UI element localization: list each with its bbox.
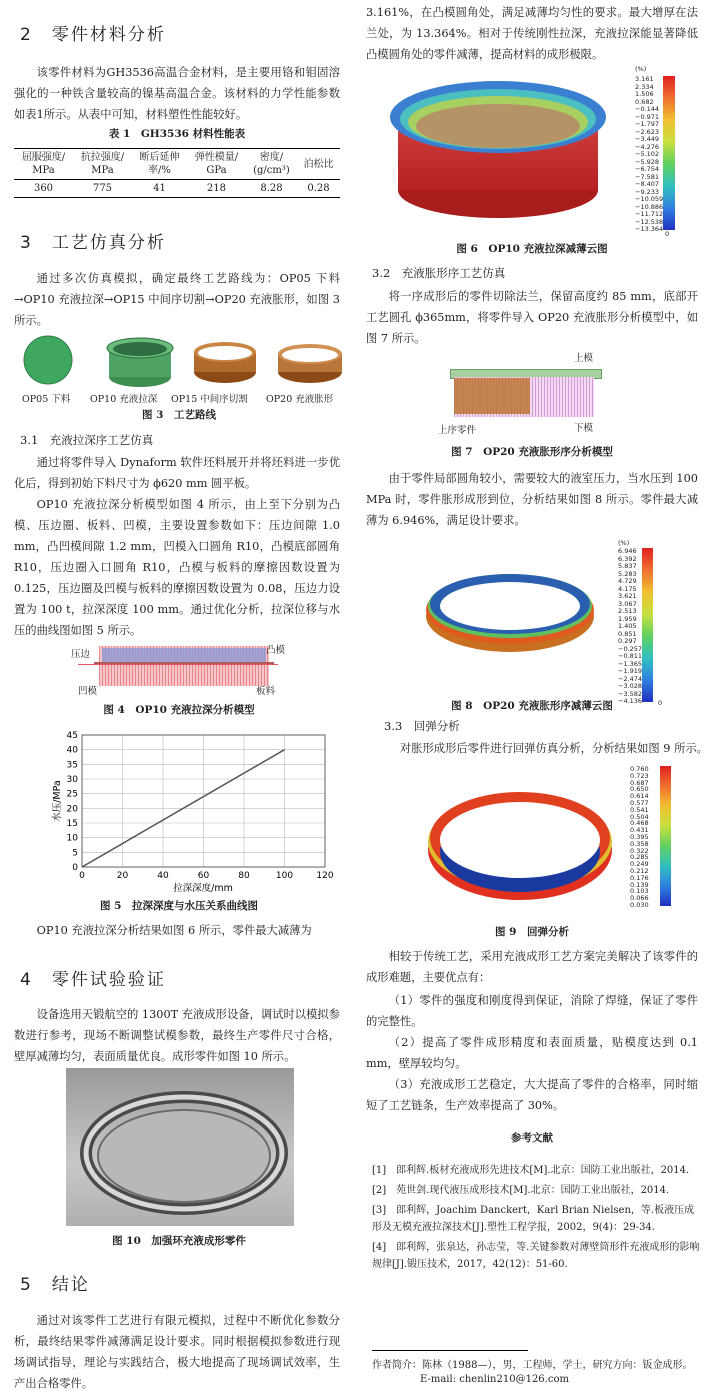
fig8-colorbar-label: 0.851: [618, 629, 637, 638]
chart-y-tick-label: 25: [66, 789, 78, 800]
fig9-colorbar: [630, 766, 700, 916]
fig6-colorbar-label: 0.682: [635, 97, 654, 106]
table-header-line: 断后延伸: [139, 152, 180, 163]
section-3-2-paragraph-2: 由于零件局部圆角较小，需要较大的液室压力，当水压到 100 MPa 时，零件胀形成形到位，分析结果如图 8 所示。零件最大减薄为 6.946%，满足设计要求。: [366, 472, 698, 527]
chart-y-tick-label: 15: [66, 819, 78, 829]
fig6-colorbar-label: −8.407: [635, 180, 660, 188]
chart-y-tick-label: 30: [66, 775, 78, 785]
table-1-caption: 表 1 GH3536 材料性能表: [108, 128, 246, 140]
table-header-3: [187, 149, 246, 180]
fig9-colorbar-label: 0.176: [630, 873, 649, 882]
fig8-colorbar-label: 3.067: [618, 599, 637, 608]
fig8-colorbar-label: −1.365: [618, 659, 643, 668]
chart-y-axis-label: 水压/MPa: [52, 780, 63, 822]
chart-x-tick-label: 120: [316, 871, 334, 881]
fig9-colorbar-label: 0.030: [630, 901, 649, 909]
bulge-thinning-contour: [420, 560, 600, 660]
chart-x-axis-label: 拉深深度/mm: [173, 883, 233, 894]
section-3-1-heading: 3.1 充液拉深序工艺仿真: [20, 433, 154, 447]
fig8-colorbar-label: −0.257: [618, 644, 643, 653]
fig6-colorbar-label: −11.712: [635, 210, 664, 218]
route-label-op10: OP10 充液拉深: [90, 394, 158, 405]
fig6-colorbar-label: −1.797: [635, 120, 660, 128]
fig9-colorbar-label: 0.066: [630, 894, 649, 903]
blank-disc-icon: [24, 336, 72, 384]
table-header-1: [73, 149, 132, 180]
section-5-paragraph: 通过对该零件工艺进行有限元模拟，过程中不断优化参数分析，最终结果零件减薄满足设计要求。同时根据模拟参数进行现场调试指导，理论与实践结合，极大地提高了现场调试效率，生产出合格零件。: [14, 1314, 340, 1390]
footnote-rule: [372, 1350, 528, 1351]
fig6-colorbar-label: −5.102: [635, 150, 660, 158]
fig8-colorbar-label: −0.811: [618, 652, 643, 660]
section-3-heading: 3 工艺仿真分析: [20, 233, 166, 253]
table-header-5: [297, 149, 340, 180]
fig6-colorbar-label: −0.971: [635, 112, 660, 121]
bulge-model-figure: [366, 348, 698, 438]
chart-y-tick-label: 20: [66, 804, 78, 815]
process-route-figure: [14, 332, 344, 392]
table-cell-2: 41: [153, 183, 166, 194]
route-label-op15: OP15 中间序切割: [171, 394, 248, 405]
chart-y-tick-label: 45: [66, 731, 78, 741]
summary-paragraph: 相较于传统工艺，采用充液成形工艺方案完美解决了该零件的成形难题，主要优点有：: [366, 950, 698, 984]
route-label-op20: OP20 充液胀形: [266, 394, 334, 405]
fig9-colorbar-label: 0.468: [630, 819, 649, 828]
chart-y-tick-label: 35: [66, 760, 78, 771]
table-header-line: 密度/: [259, 152, 284, 163]
label-binder: 压边: [71, 649, 91, 660]
table-cell-4: 8.28: [260, 183, 283, 194]
fig6-colorbar-label: −7.581: [635, 172, 660, 181]
fig9-colorbar-label: 0.650: [630, 785, 649, 794]
fig8-colorbar-label: −1.919: [618, 667, 643, 675]
figure-4-caption: 图 4 OP10 充液拉深分析模型: [103, 704, 255, 716]
fig8-colorbar-unit: (%): [618, 539, 630, 547]
fig8-colorbar-label: 1.405: [618, 622, 637, 630]
fig9-colorbar-label: 0.249: [630, 860, 649, 869]
figure-5-caption: 图 5 拉深深度与水压关系曲线图: [100, 900, 258, 912]
punch: [102, 648, 266, 662]
label-lower-die: 下模: [574, 423, 594, 434]
label-upper-die: 上模: [574, 353, 594, 364]
reference-item: [1] 郎利辉.板材充液成形先进技术[M].北京：国防工业出版社，2014.: [372, 1165, 690, 1176]
fig8-colorbar-label: 1.959: [618, 614, 637, 623]
fig6-colorbar-label: 3.161: [635, 75, 654, 83]
section-5-heading: 5 结论: [20, 1275, 90, 1295]
fig6-colorbar-label: −3.449: [635, 135, 660, 143]
fig6-colorbar-label: −0.144: [635, 105, 660, 113]
bulged-ring-hole: [282, 348, 338, 362]
table-header-line: 抗拉强度/: [80, 152, 125, 163]
table-header-line: 屈服强度/: [21, 152, 66, 163]
fig9-colorbar-label: 0.103: [630, 887, 649, 896]
table-header-line: MPa: [32, 165, 55, 176]
table-header-line: (g/cm³): [253, 165, 290, 176]
table-header-line: 泊松比: [303, 158, 334, 170]
reference-item: [4] 郎利辉，张泉达，孙志莹，等.关键参数对薄壁筒形件充液成形的影响规律[J].锻压技术，2017，42(12)：51-60.: [372, 1242, 700, 1270]
fig9-colorbar-label: 0.723: [630, 771, 649, 780]
fig6-colorbar-label: 2.334: [635, 82, 654, 91]
fig6-colorbar-gradient: [663, 76, 675, 230]
right-top-paragraph: 3.161%，在凸模圆角处，满足减薄均匀性的要求。最大增厚在法兰处，为 13.364%。相对于传统刚性拉深，充液拉深能显著降低凸模圆角处的零件减薄，提高材料的成形极限。: [366, 6, 698, 61]
fig8-colorbar-label: 0.297: [618, 637, 637, 645]
references-list: [372, 1162, 702, 1276]
label-previous-part: 上序零件: [438, 425, 477, 436]
fig6-colorbar-label: −4.276: [635, 142, 660, 151]
table-cell-3: 218: [206, 183, 227, 194]
fig8-colorbar-label: 2.513: [618, 607, 637, 615]
fig8-colorbar-label: 4.729: [618, 577, 637, 585]
fig8-colorbar-label: −3.582: [618, 689, 643, 698]
section-3-1-paragraph-3: OP10 充液拉深分析结果如图 6 所示，零件最大减薄为: [36, 924, 312, 937]
author-email: E-mail: chenlin210@126.com: [420, 1374, 569, 1385]
fig9-colorbar-label: 0.322: [630, 846, 649, 855]
process-route-labels: [14, 391, 344, 405]
figure-8-caption: 图 8 OP20 充液胀形序减薄云图: [451, 700, 613, 712]
chart-y-tick-label: 10: [66, 833, 78, 844]
table-header-4: [246, 149, 297, 180]
fig8-colorbar-label: 3.621: [618, 592, 637, 600]
fig9-colorbar-label: 0.358: [630, 839, 649, 848]
fig6-colorbar-label: −9.233: [635, 187, 660, 196]
label-die: 凹模: [78, 686, 98, 697]
fig8-colorbar-gradient: [642, 548, 653, 702]
advantage-1: （1）零件的强度和刚度得到保证，消除了焊缝，保证了零件的完整性。: [366, 994, 698, 1028]
section-3-2-paragraph-1: 将一序成形后的零件切除法兰，保留高度约 85 mm，底部开工艺圆孔 ϕ365mm，将零件导入 OP20 充液胀形分析模型中，如图 7 所示。: [366, 290, 698, 345]
label-punch: 凸模: [266, 645, 286, 656]
fig6-colorbar: [635, 66, 705, 236]
section-3-2-heading: 3.2 充液胀形序工艺仿真: [372, 266, 506, 280]
fig9-colorbar-label: 0.541: [630, 805, 649, 814]
fig9-colorbar-gradient: [660, 766, 671, 906]
table-header-2: [132, 149, 187, 180]
chart-tick-labels: [67, 731, 334, 881]
figure-10-caption: 图 10 加强环充液成形零件: [112, 1235, 246, 1247]
fig8-colorbar-label: −2.474: [618, 674, 643, 683]
table-header-line: 弹性模量/: [194, 152, 239, 163]
section-3-1-paragraph-2: OP10 充液拉深分析模型如图 4 所示，由上至下分别为凸模、压边圈、板料、凹模，主要设置参数如下：压边间隙 1.0 mm，凸凹模间隙 1.2 mm，凹模入口圆角 R10，凸模底部圆角 R10，压边圈入口圆角 R10，凸模与板料的摩擦因数设置为 0.125，压边圈及凹模与板料的摩擦因数设置为 0.08，压边力设置为 100 t，拉深深度 100 mm。通过优化分析，拉深位移与水压的曲线图如图 5 所示。: [14, 498, 340, 637]
fig8-colorbar-label: 6.392: [618, 554, 637, 563]
table-header-0: [14, 149, 73, 180]
fig8-colorbar-label: 5.837: [618, 562, 637, 570]
table-header-line: MPa: [91, 165, 114, 176]
references-heading: 参考文献: [511, 1132, 553, 1144]
material-properties-table: [14, 148, 340, 198]
fig8-colorbar-zero: 0: [658, 699, 663, 707]
fig6-colorbar-label: 1.506: [635, 90, 654, 98]
section-2-heading: 2 零件材料分析: [20, 25, 166, 45]
figure-6-caption: 图 6 OP10 充液拉深减薄云图: [456, 243, 608, 255]
reference-item: [3] 郎利辉，Joachim Danckert，Karl Brian Nielsen，等.板液压成形及无模充液拉深技术[J].塑性工程学报，2002，9(4)：29-34.: [372, 1205, 695, 1233]
draw-thinning-contour: [380, 72, 610, 222]
fig9-colorbar-label: 0.614: [630, 792, 649, 801]
fig8-colorbar-label: 4.175: [618, 584, 637, 593]
chart-x-tick-label: 40: [157, 871, 169, 881]
reference-item: [2] 苑世剑.现代液压成形技术[M].北京：国防工业出版社，2014.: [372, 1185, 670, 1196]
section-3-1-paragraph-1: 通过将零件导入 Dynaform 软件坯料展开并将坯料进一步优化后，得到初始下料尺寸为 ϕ620 mm 圆平板。: [14, 456, 340, 490]
chart-x-tick-label: 0: [79, 871, 85, 881]
chart-x-tick-label: 100: [275, 871, 294, 881]
fig6-colorbar-unit: (%): [635, 65, 647, 73]
label-blank: 板料: [256, 686, 276, 697]
fig6-colorbar-zero: 0: [665, 230, 670, 238]
section-4-paragraph: 设备选用天锻航空的 1300T 充液成形设备，调试时以模拟参数进行参考，现场不断调整试模参数，最终生产零件尺寸合格，壁厚减薄均匀，表面质量优良。成形零件如图 10 所示。: [14, 1008, 340, 1063]
fig8-colorbar-label: −3.028: [618, 682, 643, 690]
section-3-paragraph: 通过多次仿真模拟，确定最终工艺路线为：OP05 下料→OP10 充液拉深→OP15 中间序切割→OP20 充液胀形，如图 3 所示。: [14, 272, 340, 327]
fig9-colorbar-label: 0.687: [630, 778, 649, 787]
formed-ring-drawing: [66, 1068, 294, 1226]
formed-part-photo: [66, 1068, 294, 1226]
chart-x-tick-label: 20: [116, 871, 129, 881]
figure-9-caption: 图 9 回弹分析: [495, 926, 569, 938]
figure-3-caption: 图 3 工艺路线: [142, 409, 216, 421]
fig8-colorbar-label: −4.136: [618, 697, 643, 705]
table-cell-1: 775: [92, 183, 113, 194]
drawn-cup-opening: [113, 342, 167, 356]
fig9-colorbar-label: 0.212: [630, 867, 649, 875]
fig6-colorbar-label: −10.886: [635, 202, 664, 211]
chart-grid: [82, 735, 325, 867]
pressure-depth-chart: [40, 727, 340, 897]
chart-y-tick-label: 5: [72, 848, 78, 859]
fig8-colorbar-label: 5.283: [618, 569, 637, 578]
chart-x-tick-label: 80: [238, 871, 250, 881]
chart-x-tick-label: 60: [197, 871, 210, 881]
fig6-colorbar-label: −12.538: [635, 217, 664, 226]
section-2-paragraph: 该零件材料为GH3536高温合金材料，是主要用铬和钼固溶强化的一种铁含量较高的镍基高温合金。该材料的力学性能参数如表1所示。从表中可知，材料塑性性能较好。: [14, 66, 340, 121]
fig9-colorbar-label: 0.139: [630, 880, 649, 889]
springback-contour: [420, 770, 620, 910]
section-3-3-heading: 3.3 回弹分析: [384, 719, 460, 733]
author-bio: 作者简介：陈林（1988—），男，工程师，学士，研究方向：钣金成形。: [372, 1360, 693, 1371]
fig8-colorbar: [618, 539, 688, 707]
fig9-colorbar-label: 0.577: [630, 799, 649, 807]
section-4-heading: 4 零件试验验证: [20, 970, 166, 990]
route-label-op05: OP05 下料: [22, 394, 71, 405]
previous-part: [454, 378, 530, 414]
binder-line: [78, 664, 278, 665]
table-cell-5: 0.28: [307, 183, 330, 194]
fig6-colorbar-label: −6.754: [635, 165, 660, 173]
advantage-2: （2）提高了零件成形精度和表面质量，贴模度达到 0.1 mm，壁厚较均匀。: [366, 1036, 698, 1070]
table-header-line: 率/%: [148, 165, 171, 176]
draw-model-figure: [14, 642, 344, 697]
chart-y-tick-label: 40: [66, 745, 78, 756]
fig8-colorbar-label: 6.946: [618, 547, 637, 555]
fig6-colorbar-label: −2.623: [635, 127, 660, 136]
fig6-colorbar-label: −5.928: [635, 157, 660, 166]
advantage-3: （3）充液成形工艺稳定，大大提高了零件的合格率，同时缩短了工艺链条，生产效率提高了 30%。: [366, 1078, 698, 1112]
fig9-colorbar-label: 0.285: [630, 853, 649, 862]
fig9-colorbar-label: 0.504: [630, 812, 649, 821]
fig9-colorbar-label: 0.431: [630, 826, 649, 835]
fig6-colorbar-label: −10.059: [635, 195, 664, 203]
figure-7-caption: 图 7 OP20 充液胀形序分析模型: [451, 446, 613, 458]
chart-y-tick-label: 0: [72, 863, 78, 873]
fig6-colorbar-label: −13.364: [635, 225, 664, 233]
trimmed-ring-hole: [198, 346, 252, 360]
fig9-colorbar-label: 0.395: [630, 833, 649, 841]
table-cell-0: 360: [33, 183, 54, 194]
section-3-3-paragraph: 对胀形成形后零件进行回弹仿真分析，分析结果如图 9 所示。: [399, 742, 708, 755]
fig9-colorbar-label: 0.760: [630, 765, 649, 773]
table-header-line: GPa: [206, 165, 227, 176]
